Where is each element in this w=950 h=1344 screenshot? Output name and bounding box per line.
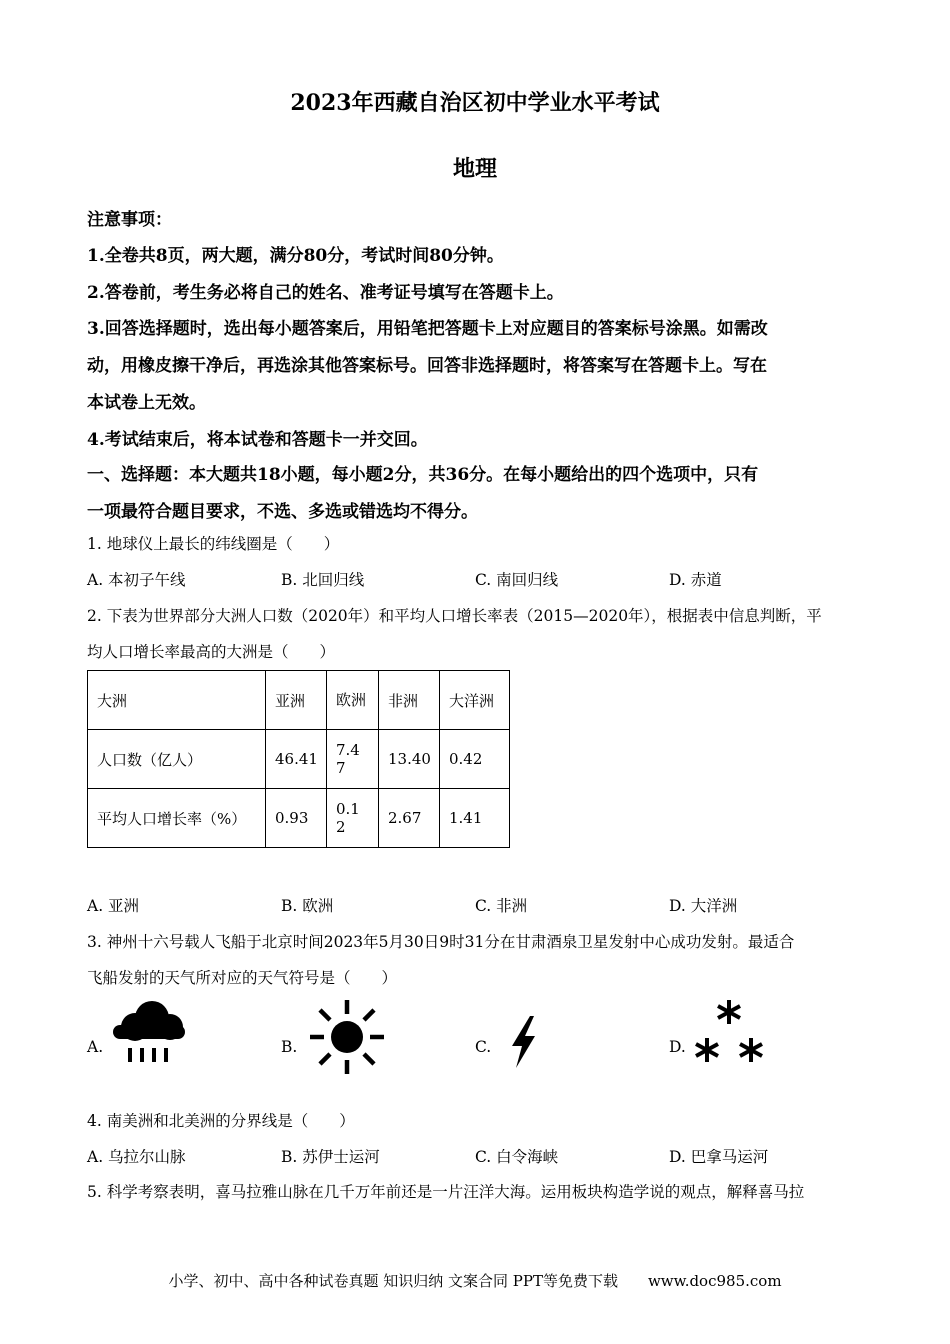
q4-option-c: C. 白令海峡 — [475, 1148, 559, 1166]
question-5-stem: 5. 科学考察表明，喜马拉雅山脉在几千万年前还是一片汪洋大海。运用板块构造学说的观点，解释喜马拉 — [87, 1183, 805, 1201]
q2-option-c: C. 非洲 — [475, 897, 528, 915]
question-1-stem: 1. 地球仪上最长的纬线圈是（ ） — [87, 535, 340, 553]
table-cell: 46.41 — [266, 730, 327, 789]
table-row — [88, 730, 510, 789]
q2-option-b: B. 欧洲 — [281, 897, 334, 915]
note-item: 2.答卷前，考生务必将自己的姓名、准考证号填写在答题卡上。 — [87, 283, 564, 303]
note-item: 3.回答选择题时，选出每小题答案后，用铅笔把答题卡上对应题目的答案标号涂黑。如需改 — [87, 319, 768, 339]
table-cell: 2.67 — [379, 789, 440, 848]
q3-option-c: C. — [475, 1038, 492, 1056]
q1-option-b: B. 北回归线 — [281, 571, 365, 589]
q2-option-a: A. 亚洲 — [87, 897, 140, 915]
question-2-stem: 2. 下表为世界部分大洲人口数（2020年）和平均人口增长率表（2015—2020年），根据表中信息判断，平 — [87, 607, 822, 625]
question-2-stem-cont: 均人口增长率最高的大洲是（ ） — [87, 643, 336, 661]
q3-option-d: D. — [669, 1038, 686, 1056]
population-table — [87, 670, 510, 848]
page-footer: 小学、初中、高中各种试卷真题 知识归纳 文案合同 PPT等免费下载 www.doc985.com — [168, 1272, 782, 1290]
table-cell: 0.42 — [440, 730, 510, 789]
table-cell: 人口数（亿人） — [88, 730, 266, 789]
subject-title: 地理 — [452, 156, 497, 182]
lightning-icon — [508, 1016, 538, 1068]
rain-cloud-icon — [110, 1000, 190, 1072]
q1-option-c: C. 南回归线 — [475, 571, 559, 589]
table-cell: 0.12 — [327, 789, 379, 848]
table-header-cell: 亚洲 — [266, 671, 327, 730]
snow-icon — [692, 998, 766, 1066]
q1-option-d: D. 赤道 — [669, 571, 722, 589]
note-item: 4.考试结束后，将本试卷和答题卡一并交回。 — [87, 430, 428, 450]
sun-icon — [308, 998, 386, 1076]
section-heading: 一、选择题：本大题共18小题，每小题2分，共36分。在每小题给出的四个选项中，只有 — [87, 465, 759, 485]
table-row — [88, 789, 510, 848]
table-cell: 7.47 — [327, 730, 379, 789]
note-item: 本试卷上无效。 — [87, 393, 206, 413]
table-cell: 13.40 — [379, 730, 440, 789]
q3-option-a: A. — [87, 1038, 104, 1056]
question-4-stem: 4. 南美洲和北美洲的分界线是（ ） — [87, 1112, 355, 1130]
table-header-cell: 大洲 — [88, 671, 266, 730]
q4-option-a: A. 乌拉尔山脉 — [87, 1148, 186, 1166]
section-heading-cont: 一项最符合题目要求，不选、多选或错选均不得分。 — [87, 502, 478, 522]
table-cell: 1.41 — [440, 789, 510, 848]
table-row — [88, 671, 510, 730]
note-item: 1.全卷共8页，两大题，满分80分，考试时间80分钟。 — [87, 246, 504, 266]
table-header-cell: 欧洲 — [327, 671, 379, 730]
q1-option-a: A. 本初子午线 — [87, 571, 186, 589]
q4-option-b: B. 苏伊士运河 — [281, 1148, 380, 1166]
q2-option-d: D. 大洋洲 — [669, 897, 738, 915]
question-3-stem: 3. 神州十六号载人飞船于北京时间2023年5月30日9时31分在甘肃酒泉卫星发射中心成功发射。最适合 — [87, 933, 795, 951]
q4-option-d: D. 巴拿马运河 — [669, 1148, 769, 1166]
table-header-cell: 大洋洲 — [440, 671, 510, 730]
table-cell: 0.93 — [266, 789, 327, 848]
q3-option-b: B. — [281, 1038, 298, 1056]
table-header-cell: 非洲 — [379, 671, 440, 730]
question-3-stem-cont: 飞船发射的天气所对应的天气符号是（ ） — [87, 969, 398, 987]
exam-title: 2023年西藏自治区初中学业水平考试 — [290, 90, 660, 116]
note-item: 动，用橡皮擦干净后，再选涂其他答案标号。回答非选择题时，将答案写在答题卡上。写在 — [87, 356, 767, 376]
table-cell: 平均人口增长率（%） — [88, 789, 266, 848]
notes-heading: 注意事项： — [87, 210, 172, 230]
